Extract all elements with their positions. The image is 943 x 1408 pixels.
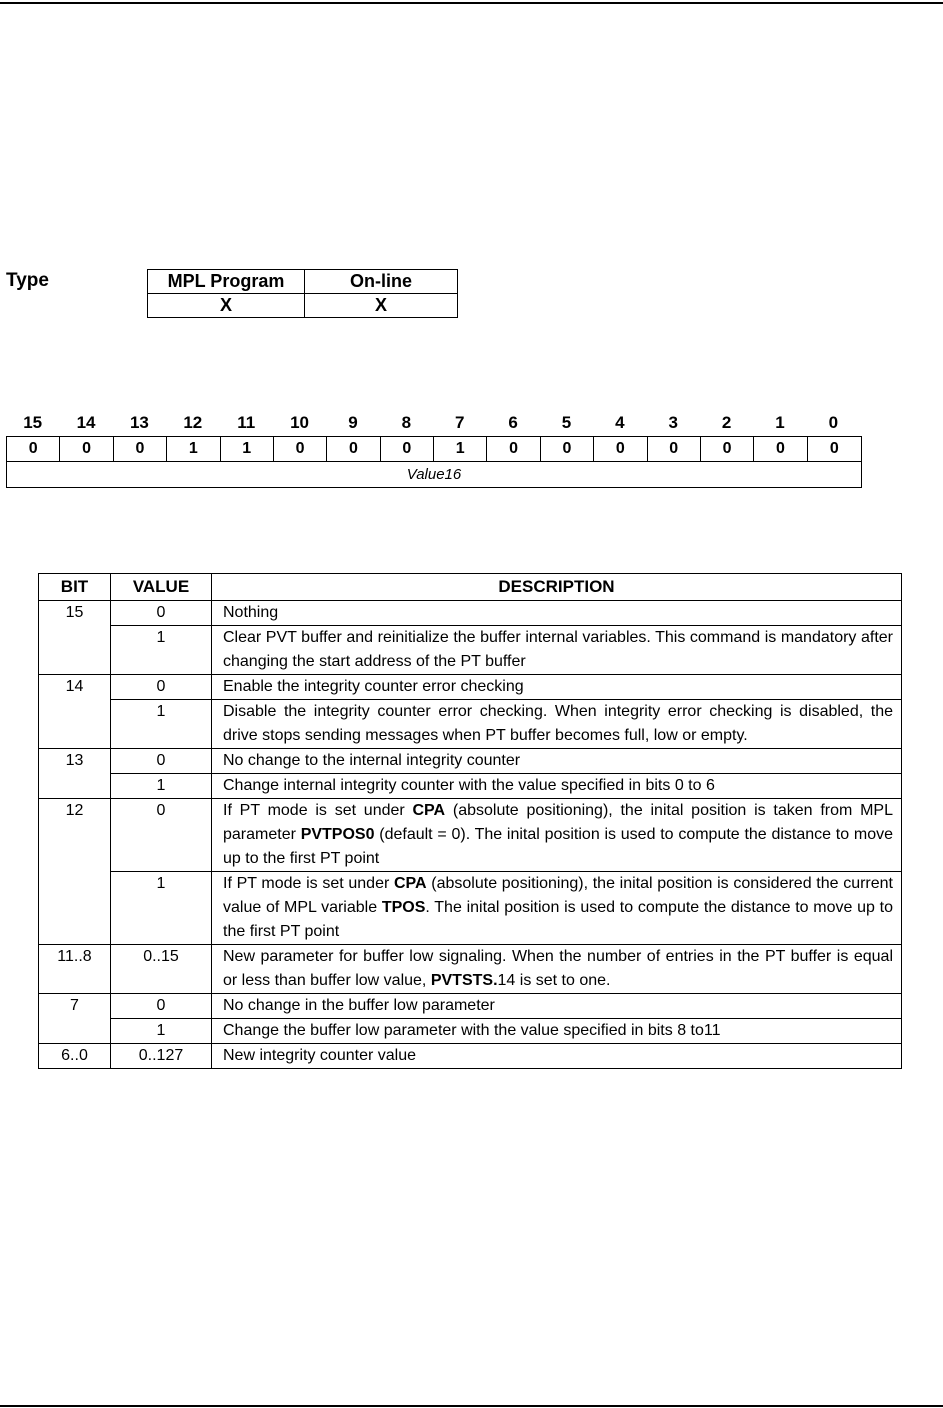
bit-description-table bbox=[38, 573, 902, 1069]
bit-value-cell: 0 bbox=[829, 440, 839, 457]
header-bit: BIT bbox=[39, 574, 111, 601]
description-cell: If PT mode is set under CPA (absolute positioning), the inital position is taken from MPL parameter PVTPOS0 (default = 0). The inital position is used to compute the distance to move up to the first PT point bbox=[212, 799, 902, 872]
bit-value-cell: 0 bbox=[60, 437, 113, 461]
type-label: Type bbox=[6, 270, 49, 291]
bit-number-label: 14 bbox=[76, 413, 96, 432]
type-table bbox=[147, 269, 458, 318]
table-header-row bbox=[39, 574, 902, 601]
value-cell: 1 bbox=[111, 774, 212, 799]
bit-number-label: 0 bbox=[828, 413, 839, 432]
bit-value-cell: 0 bbox=[7, 437, 60, 461]
description-cell: Clear PVT buffer and reinitialize the buffer internal variables. This command is mandatory after changing the start address of the PT buffer bbox=[212, 626, 902, 675]
bit-cell: 14 bbox=[39, 675, 111, 749]
bit-value-cell: 0 bbox=[754, 437, 807, 461]
bit-value-cell: 0 bbox=[114, 437, 167, 461]
bit-cell: 13 bbox=[39, 749, 111, 799]
type-value-mpl-program: X bbox=[148, 294, 305, 318]
table-row bbox=[39, 872, 902, 945]
description-cell: Disable the integrity counter error checking. When integrity error checking is disabled, the drive stops sending messages when PT buffer becomes full, low or empty. bbox=[212, 700, 902, 749]
bit-number-label: 5 bbox=[561, 413, 572, 432]
description-cell: No change in the buffer low parameter bbox=[212, 994, 902, 1019]
value-cell: 0..15 bbox=[111, 945, 212, 994]
bottom-rule bbox=[0, 1405, 943, 1407]
table-row bbox=[39, 749, 902, 774]
value-cell: 0 bbox=[111, 799, 212, 872]
value-cell: 0..127 bbox=[111, 1044, 212, 1069]
bit-value-cell: 0 bbox=[648, 437, 701, 461]
table-row bbox=[39, 601, 902, 626]
type-header-mpl-program: MPL Program bbox=[148, 270, 305, 294]
description-cell: Change internal integrity counter with the value specified in bits 0 to 6 bbox=[212, 774, 902, 799]
description-cell: Nothing bbox=[212, 601, 902, 626]
bit-number-label: 1 bbox=[775, 413, 785, 432]
value-cell: 1 bbox=[111, 872, 212, 945]
bit-number-row bbox=[6, 413, 862, 435]
table-row bbox=[39, 945, 902, 994]
bit-number-label: 9 bbox=[348, 413, 358, 432]
bit-number-label: 12 bbox=[183, 413, 203, 432]
bit-value-cell: 0 bbox=[381, 437, 434, 461]
table-row bbox=[39, 700, 902, 749]
bit-value-cell: 0 bbox=[327, 437, 380, 461]
description-cell: No change to the internal integrity counter bbox=[212, 749, 902, 774]
bit-value-cell: 0 bbox=[487, 437, 540, 461]
table-row bbox=[39, 1044, 902, 1069]
bit-number-label: 7 bbox=[454, 413, 465, 432]
value-cell: 1 bbox=[111, 700, 212, 749]
bit-number-label: 15 bbox=[23, 413, 43, 432]
bit-cell: 15 bbox=[39, 601, 111, 675]
bit-number-label: 3 bbox=[668, 413, 678, 432]
bit-cell: 11..8 bbox=[39, 945, 111, 994]
bit-value-cell: 1 bbox=[434, 437, 487, 461]
description-cell: If PT mode is set under CPA (absolute positioning), the inital position is considered the current value of MPL variable TPOS. The inital position is used to compute the distance to move up to the first PT point bbox=[212, 872, 902, 945]
description-cell: New parameter for buffer low signaling. When the number of entries in the PT buffer is equal or less than buffer low value, PVTSTS.14 is set to one. bbox=[212, 945, 902, 994]
header-value: VALUE bbox=[111, 574, 212, 601]
type-header-online: On-line bbox=[305, 270, 458, 294]
header-description: DESCRIPTION bbox=[212, 574, 902, 601]
value-cell: 1 bbox=[111, 1019, 212, 1044]
bit-field-box bbox=[6, 436, 862, 488]
table-row bbox=[39, 675, 902, 700]
value-cell: 0 bbox=[111, 749, 212, 774]
bit-value-cell: 0 bbox=[541, 437, 594, 461]
table-row bbox=[39, 626, 902, 675]
description-cell: Change the buffer low parameter with the value specified in bits 8 to11 bbox=[212, 1019, 902, 1044]
bit-number-label: 4 bbox=[615, 413, 625, 432]
value-cell: 1 bbox=[111, 626, 212, 675]
bit-number-label: 6 bbox=[508, 413, 518, 432]
description-cell: Enable the integrity counter error checking bbox=[212, 675, 902, 700]
value-cell: 0 bbox=[111, 994, 212, 1019]
bit-value-cell: 1 bbox=[167, 437, 220, 461]
bit-number-label: 2 bbox=[721, 413, 732, 432]
value-cell: 0 bbox=[111, 601, 212, 626]
value-cell: 0 bbox=[111, 675, 212, 700]
type-value-online: X bbox=[305, 294, 458, 318]
bit-value-cell: 0 bbox=[594, 437, 647, 461]
bit-value-cell: 1 bbox=[221, 437, 274, 461]
table-row bbox=[39, 774, 902, 799]
bit-value-cell: 0 bbox=[274, 437, 327, 461]
bit-cell: 12 bbox=[39, 799, 111, 945]
top-rule bbox=[0, 2, 943, 4]
bit-cell: 6..0 bbox=[39, 1044, 111, 1069]
bit-cell: 7 bbox=[39, 994, 111, 1044]
table-row bbox=[39, 994, 902, 1019]
description-cell: New integrity counter value bbox=[212, 1044, 902, 1069]
bit-number-label: 10 bbox=[290, 413, 310, 432]
bit-value-cell: 0 bbox=[701, 437, 754, 461]
bit-value-row bbox=[7, 437, 861, 462]
value16-label: Value16 bbox=[406, 466, 462, 483]
table-row bbox=[39, 1019, 902, 1044]
table-row bbox=[39, 799, 902, 872]
bit-number-label: 8 bbox=[401, 413, 412, 432]
bit-number-label: 11 bbox=[237, 413, 256, 432]
bit-number-label: 13 bbox=[129, 413, 149, 432]
